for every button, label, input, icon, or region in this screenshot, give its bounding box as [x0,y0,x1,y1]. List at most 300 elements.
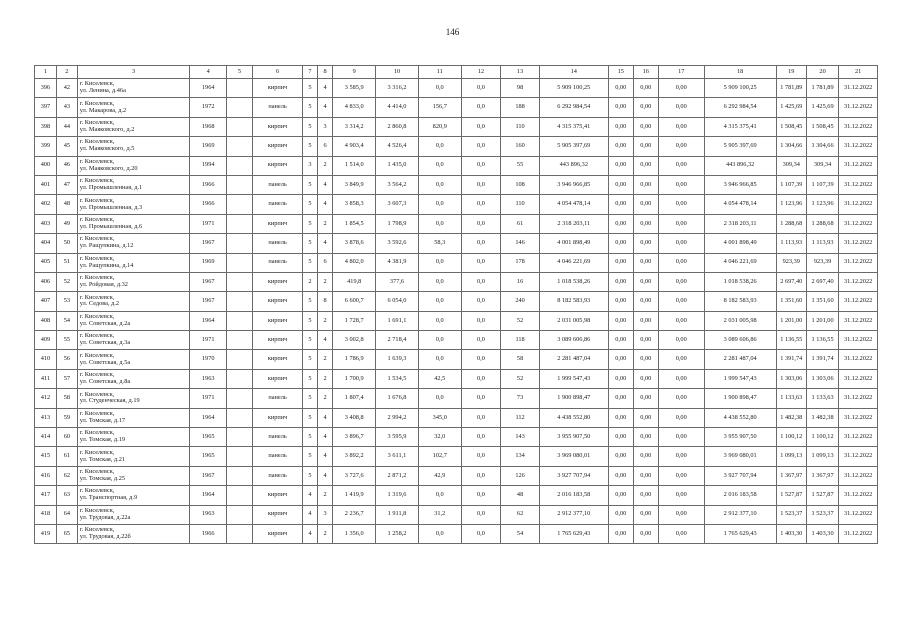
cell-col-17: 0,00 [658,156,704,175]
cell-col-12: 0,0 [461,175,501,194]
cell-col-18: 3 927 707,94 [704,466,776,485]
cell-col-5 [226,389,252,408]
cell-col-17: 0,00 [658,272,704,291]
cell-col-9: 1 786,9 [333,350,376,369]
address-street: ул. Советская, д.2а [79,319,131,327]
cell-col-16: 0,00 [633,214,658,233]
address-street: ул. Маяковского, д.20 [79,164,138,172]
cell-col-8: 4 [317,447,333,466]
cell-col-19: 1 201,00 [776,311,806,330]
cell-col-2: 48 [56,195,77,214]
cell-col-15: 0,00 [608,486,633,505]
cell-col-4: 1969 [190,137,227,156]
cell-col-21: 31.12.2022 [839,117,878,136]
cell-col-14: 1 900 898,47 [539,389,608,408]
cell-col-19: 923,39 [776,253,806,272]
cell-col-8: 2 [317,350,333,369]
cell-col-14: 3 955 907,50 [539,428,608,447]
cell-col-21: 31.12.2022 [839,156,878,175]
table-row [35,79,878,98]
cell-col-5 [226,98,252,117]
cell-col-9: 4 802,0 [333,253,376,272]
cell-col-5 [226,466,252,485]
cell-col-1: 401 [35,175,57,194]
cell-col-20: 1 099,13 [806,447,838,466]
table-row [35,214,878,233]
cell-col-8: 6 [317,253,333,272]
cell-col-2: 50 [56,234,77,253]
cell-col-21: 31.12.2022 [839,408,878,427]
cell-col-11: 0,0 [418,175,461,194]
cell-col-8: 4 [317,98,333,117]
column-header-9: 9 [333,66,376,79]
column-header-16: 16 [633,66,658,79]
cell-col-11: 0,0 [418,292,461,311]
cell-col-5 [226,524,252,543]
housing-register-table [34,65,878,544]
cell-col-21: 31.12.2022 [839,79,878,98]
table-row [35,331,878,350]
cell-col-20: 1 107,39 [806,175,838,194]
table-row [35,524,878,543]
cell-col-9: 4 833,0 [333,98,376,117]
cell-col-9: 1 419,9 [333,486,376,505]
cell-col-16: 0,00 [633,524,658,543]
cell-col-20: 1 288,68 [806,214,838,233]
cell-col-5 [226,428,252,447]
cell-col-19: 1 304,66 [776,137,806,156]
address-cell [77,292,190,311]
cell-col-13: 112 [501,408,540,427]
cell-col-19: 2 697,40 [776,272,806,291]
cell-col-12: 0,0 [461,117,501,136]
cell-col-20: 1 482,38 [806,408,838,427]
cell-col-14: 1 765 629,43 [539,524,608,543]
cell-col-2: 54 [56,311,77,330]
cell-col-13: 58 [501,350,540,369]
address-cell [77,98,190,117]
address-cell [77,524,190,543]
cell-col-10: 4 526,4 [376,137,419,156]
cell-col-7: 5 [303,389,318,408]
cell-col-2: 45 [56,137,77,156]
cell-col-19: 309,34 [776,156,806,175]
cell-col-2: 56 [56,350,77,369]
cell-col-16: 0,00 [633,272,658,291]
cell-col-13: 16 [501,272,540,291]
cell-col-15: 0,00 [608,369,633,388]
cell-col-16: 0,00 [633,137,658,156]
cell-col-18: 443 896,32 [704,156,776,175]
cell-col-19: 1 482,38 [776,408,806,427]
address-street: ул. Трудовая, д.22б [79,533,131,541]
cell-col-17: 0,00 [658,486,704,505]
address-city: г. Киселевск, [79,409,115,417]
cell-col-14: 3 089 606,86 [539,331,608,350]
cell-col-14: 3 969 080,01 [539,447,608,466]
cell-col-13: 73 [501,389,540,408]
cell-col-17: 0,00 [658,214,704,233]
cell-col-20: 1 527,87 [806,486,838,505]
cell-col-17: 0,00 [658,524,704,543]
cell-col-12: 0,0 [461,466,501,485]
cell-col-19: 1 113,93 [776,234,806,253]
cell-col-5 [226,175,252,194]
cell-col-13: 126 [501,466,540,485]
cell-col-4: 1966 [190,524,227,543]
cell-col-12: 0,0 [461,311,501,330]
address-cell [77,195,190,214]
cell-col-1: 410 [35,350,57,369]
cell-col-10: 3 607,3 [376,195,419,214]
cell-col-21: 31.12.2022 [839,195,878,214]
address-cell [77,505,190,524]
cell-col-5 [226,234,252,253]
table-row [35,137,878,156]
cell-col-21: 31.12.2022 [839,292,878,311]
cell-col-12: 0,0 [461,195,501,214]
cell-col-4: 1963 [190,369,227,388]
cell-col-18: 1 018 538,26 [704,272,776,291]
column-header-15: 15 [608,66,633,79]
cell-col-6: панель [253,447,303,466]
address-street: ул. Транспортная, д.9 [79,494,138,502]
cell-col-11: 0,0 [418,331,461,350]
address-cell [77,350,190,369]
cell-col-21: 31.12.2022 [839,253,878,272]
cell-col-17: 0,00 [658,195,704,214]
cell-col-7: 5 [303,311,318,330]
cell-col-21: 31.12.2022 [839,331,878,350]
cell-col-9: 6 600,7 [333,292,376,311]
address-cell [77,447,190,466]
cell-col-1: 417 [35,486,57,505]
cell-col-17: 0,00 [658,350,704,369]
table-row [35,156,878,175]
cell-col-6: кирпич [253,350,303,369]
cell-col-6: панель [253,466,303,485]
cell-col-16: 0,00 [633,175,658,194]
cell-col-13: 52 [501,369,540,388]
cell-col-21: 31.12.2022 [839,389,878,408]
cell-col-4: 1964 [190,486,227,505]
cell-col-9: 3 727,6 [333,466,376,485]
address-city: г. Киселевск, [79,157,115,165]
cell-col-11: 0,0 [418,156,461,175]
address-street: ул. Трудовая, д.22а [79,513,131,521]
cell-col-6: панель [253,234,303,253]
address-city: г. Киселевск, [79,216,115,223]
table-row [35,195,878,214]
cell-col-17: 0,00 [658,98,704,117]
cell-col-5 [226,79,252,98]
cell-col-15: 0,00 [608,524,633,543]
table-row [35,428,878,447]
cell-col-15: 0,00 [608,253,633,272]
address-city: г. Киселевск, [79,119,115,127]
address-cell [77,234,190,253]
cell-col-18: 4 054 478,14 [704,195,776,214]
address-city: г. Киселевск, [79,468,115,476]
cell-col-5 [226,272,252,291]
cell-col-11: 102,7 [418,447,461,466]
cell-col-6: кирпич [253,117,303,136]
cell-col-16: 0,00 [633,350,658,369]
cell-col-18: 8 182 583,93 [704,292,776,311]
address-city: г. Киселевск, [79,196,115,204]
cell-col-6: панель [253,253,303,272]
column-header-20: 20 [806,66,838,79]
cell-col-19: 1 107,39 [776,175,806,194]
address-city: г. Киселевск, [79,293,115,301]
column-header-8: 8 [317,66,333,79]
cell-col-2: 51 [56,253,77,272]
cell-col-12: 0,0 [461,137,501,156]
cell-col-1: 408 [35,311,57,330]
table-row [35,175,878,194]
address-cell [77,214,190,233]
cell-col-17: 0,00 [658,369,704,388]
address-cell [77,137,190,156]
address-street: ул. Ройдовая, д.32 [79,281,128,289]
cell-col-4: 1966 [190,195,227,214]
cell-col-6: панель [253,175,303,194]
address-street: ул. Советская, д.8а [79,378,131,386]
cell-col-16: 0,00 [633,331,658,350]
cell-col-5 [226,253,252,272]
cell-col-16: 0,00 [633,428,658,447]
cell-col-12: 0,0 [461,369,501,388]
cell-col-8: 4 [317,195,333,214]
cell-col-11: 820,9 [418,117,461,136]
page-number: 146 [445,27,460,37]
cell-col-20: 1 133,63 [806,389,838,408]
cell-col-21: 31.12.2022 [839,486,878,505]
cell-col-8: 2 [317,389,333,408]
cell-col-20: 1 136,55 [806,331,838,350]
cell-col-2: 62 [56,466,77,485]
cell-col-1: 402 [35,195,57,214]
cell-col-11: 42,5 [418,369,461,388]
cell-col-16: 0,00 [633,98,658,117]
cell-col-7: 5 [303,466,318,485]
cell-col-4: 1967 [190,234,227,253]
cell-col-2: 46 [56,156,77,175]
cell-col-11: 32,0 [418,428,461,447]
cell-col-20: 309,34 [806,156,838,175]
cell-col-13: 110 [501,117,540,136]
cell-col-9: 3 896,7 [333,428,376,447]
cell-col-20: 1 303,06 [806,369,838,388]
cell-col-2: 59 [56,408,77,427]
cell-col-12: 0,0 [461,505,501,524]
cell-col-4: 1968 [190,117,227,136]
cell-col-7: 5 [303,292,318,311]
cell-col-10: 1 911,8 [376,505,419,524]
cell-col-16: 0,00 [633,79,658,98]
cell-col-4: 1969 [190,253,227,272]
cell-col-8: 4 [317,466,333,485]
cell-col-12: 0,0 [461,156,501,175]
cell-col-15: 0,00 [608,195,633,214]
cell-col-19: 1 391,74 [776,350,806,369]
cell-col-1: 406 [35,272,57,291]
cell-col-17: 0,00 [658,311,704,330]
cell-col-4: 1994 [190,156,227,175]
cell-col-17: 0,00 [658,505,704,524]
cell-col-20: 923,39 [806,253,838,272]
cell-col-1: 399 [35,137,57,156]
cell-col-7: 4 [303,524,318,543]
address-street: ул. Ленина, д.46а [79,87,126,95]
cell-col-5 [226,117,252,136]
cell-col-10: 1 319,6 [376,486,419,505]
cell-col-8: 2 [317,156,333,175]
cell-col-7: 5 [303,369,318,388]
cell-col-8: 4 [317,331,333,350]
table-row [35,447,878,466]
cell-col-11: 345,0 [418,408,461,427]
address-city: г. Киселевск, [79,274,115,282]
cell-col-5 [226,156,252,175]
cell-col-13: 108 [501,175,540,194]
cell-col-21: 31.12.2022 [839,447,878,466]
cell-col-11: 0,0 [418,389,461,408]
cell-col-16: 0,00 [633,234,658,253]
cell-col-4: 1965 [190,447,227,466]
cell-col-15: 0,00 [608,234,633,253]
column-header-17: 17 [658,66,704,79]
cell-col-16: 0,00 [633,505,658,524]
cell-col-21: 31.12.2022 [839,350,878,369]
cell-col-14: 2 016 183,58 [539,486,608,505]
cell-col-11: 0,0 [418,524,461,543]
cell-col-10: 2 871,2 [376,466,419,485]
cell-col-20: 1 123,96 [806,195,838,214]
cell-col-6: кирпич [253,79,303,98]
address-street: ул. Томская, д.21 [79,455,125,463]
column-header-19: 19 [776,66,806,79]
cell-col-14: 5 909 100,25 [539,79,608,98]
cell-col-6: кирпич [253,156,303,175]
address-city: г. Киселевск, [79,448,115,456]
cell-col-11: 0,0 [418,350,461,369]
cell-col-13: 52 [501,311,540,330]
cell-col-19: 1 288,68 [776,214,806,233]
cell-col-9: 419,8 [333,272,376,291]
cell-col-16: 0,00 [633,389,658,408]
cell-col-8: 2 [317,214,333,233]
table-row [35,408,878,427]
cell-col-18: 2 031 005,98 [704,311,776,330]
cell-col-7: 3 [303,156,318,175]
cell-col-9: 3 892,2 [333,447,376,466]
cell-col-13: 62 [501,505,540,524]
cell-col-11: 0,0 [418,253,461,272]
cell-col-10: 4 381,9 [376,253,419,272]
cell-col-6: кирпич [253,408,303,427]
cell-col-14: 1 999 547,43 [539,369,608,388]
cell-col-14: 1 018 538,26 [539,272,608,291]
address-cell [77,369,190,388]
cell-col-7: 5 [303,79,318,98]
table-row [35,505,878,524]
cell-col-19: 1 133,63 [776,389,806,408]
cell-col-12: 0,0 [461,350,501,369]
cell-col-17: 0,00 [658,389,704,408]
cell-col-4: 1967 [190,292,227,311]
address-street: ул. Промышленная, д.1 [79,184,143,192]
cell-col-11: 58,3 [418,234,461,253]
address-city: г. Киселевск, [79,371,115,379]
cell-col-10: 1 258,2 [376,524,419,543]
cell-col-19: 1 303,06 [776,369,806,388]
address-cell [77,428,190,447]
column-header-10: 10 [376,66,419,79]
cell-col-12: 0,0 [461,272,501,291]
cell-col-13: 48 [501,486,540,505]
cell-col-5 [226,137,252,156]
cell-col-4: 1963 [190,505,227,524]
cell-col-4: 1964 [190,79,227,98]
cell-col-14: 4 315 375,41 [539,117,608,136]
cell-col-13: 188 [501,98,540,117]
cell-col-12: 0,0 [461,331,501,350]
cell-col-10: 3 595,9 [376,428,419,447]
cell-col-10: 4 414,0 [376,98,419,117]
cell-col-1: 404 [35,234,57,253]
address-cell [77,175,190,194]
cell-col-19: 1 403,30 [776,524,806,543]
cell-col-10: 3 316,2 [376,79,419,98]
address-cell [77,156,190,175]
cell-col-7: 5 [303,447,318,466]
cell-col-8: 2 [317,524,333,543]
cell-col-8: 4 [317,234,333,253]
cell-col-4: 1971 [190,331,227,350]
cell-col-1: 416 [35,466,57,485]
cell-col-12: 0,0 [461,79,501,98]
address-city: г. Киселевск, [79,506,115,514]
cell-col-9: 3 849,9 [333,175,376,194]
cell-col-18: 2 318 203,11 [704,214,776,233]
cell-col-8: 3 [317,505,333,524]
cell-col-14: 6 292 984,54 [539,98,608,117]
cell-col-18: 4 001 898,49 [704,234,776,253]
cell-col-8: 3 [317,117,333,136]
cell-col-10: 3 564,2 [376,175,419,194]
cell-col-19: 1 781,89 [776,79,806,98]
cell-col-7: 5 [303,350,318,369]
cell-col-18: 2 016 183,58 [704,486,776,505]
cell-col-19: 1 100,12 [776,428,806,447]
cell-col-6: кирпич [253,524,303,543]
cell-col-19: 1 425,69 [776,98,806,117]
cell-col-14: 2 912 377,10 [539,505,608,524]
cell-col-4: 1972 [190,98,227,117]
cell-col-7: 5 [303,408,318,427]
cell-col-10: 1 639,3 [376,350,419,369]
address-street: ул. Промышленная, д.3 [79,203,143,211]
cell-col-7: 5 [303,137,318,156]
cell-col-20: 1 523,37 [806,505,838,524]
cell-col-14: 8 182 583,93 [539,292,608,311]
cell-col-7: 5 [303,175,318,194]
cell-col-15: 0,00 [608,79,633,98]
cell-col-15: 0,00 [608,331,633,350]
address-street: ул. Маяковского, д.2 [79,125,135,133]
cell-col-19: 1 123,96 [776,195,806,214]
